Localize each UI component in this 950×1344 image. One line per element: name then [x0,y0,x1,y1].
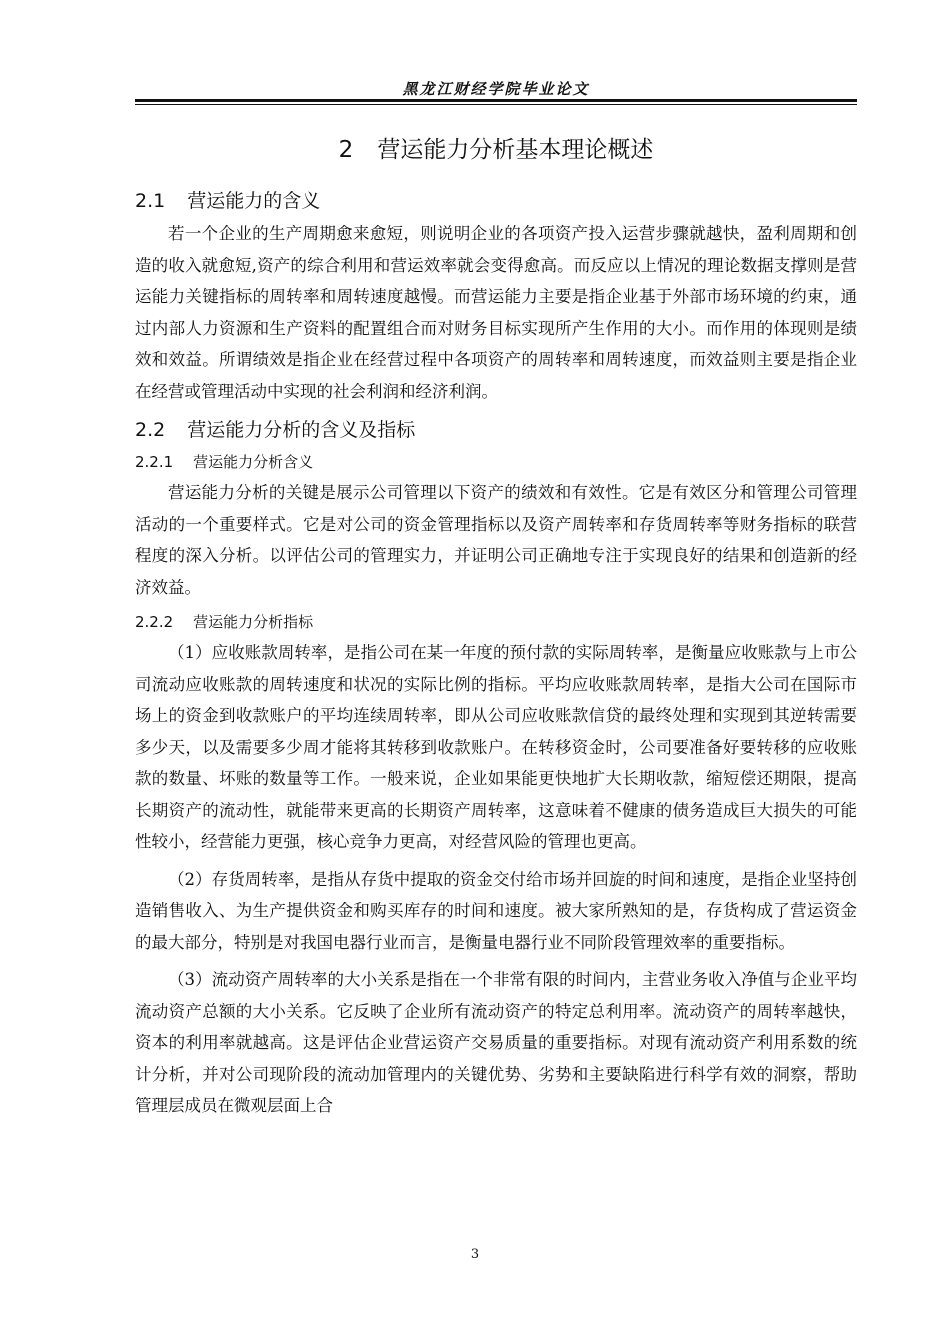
subsection-number: 2.2.2 [135,613,174,631]
page-body [135,130,857,1128]
paragraph-item-2: （2）存货周转率，是指从存货中提取的资金交付给市场并回旋的时间和速度，是指企业坚持创造销售收入、为生产提供资金和购买库存的时间和速度。被大家所熟知的是，存货构成了营运资金的最大部分，特别是对我国电器行业而言，是衡量电器行业不同阶段管理效率的重要指标。 [135,869,857,952]
section-number: 2.2 [135,419,166,441]
paragraph-2-2-1: 营运能力分析的关键是展示公司管理以下资产的绩效和有效性。它是有效区分和管理公司管理活动的一个重要样式。它是对公司的资金管理指标以及资产周转率和存货周转率等财务指标的联营程度的深入分析。以评估公司的管理实力，并证明公司正确地专注于实现良好的结果和创造新的经济效益。 [135,483,857,597]
section-heading-2-1 [135,184,857,218]
chapter-title: 营运能力分析基本理论概述 [377,137,654,163]
subsection-heading-2-2-2 [135,607,857,637]
section-heading-2-2 [135,413,857,447]
paragraph-item-3: （3）流动资产周转率的大小关系是指在一个非常有限的时间内，主营业务收入净值与企业平均流动资产总额的大小关系。它反映了企业所有流动资产的特定总利用率。流动资产的周转率越快，资本的利用率就越高。这是评估企业营运资产交易质量的重要指标。对现有流动资产利用系数的统计分析，并对公司现阶段的流动加管理内的关键优势、劣势和主要缺陷进行科学有效的洞察，帮助管理层成员在微观层面上合 [135,970,857,1115]
header-rule-thick [135,99,857,102]
section-title: 营运能力分析的含义及指标 [187,419,416,441]
subsection-title: 营运能力分析含义 [193,453,314,471]
subsection-heading-2-2-1 [135,447,857,477]
subsection-title: 营运能力分析指标 [193,613,314,631]
subsection-number: 2.2.1 [135,453,174,471]
paragraph-item-1: （1）应收账款周转率，是指公司在某一年度的预付款的实际周转率，是衡量应收账款与上市公司流动应收账款的周转速度和状况的实际比例的指标。平均应收账款周转率，是指大公司在国际市场上的资金到收款账户的平均连续周转率，即从公司应收账款信贷的最终处理和实现到其逆转需要多少天，以及需要多少周才能将其转移到收款账户。在转移资金时，公司要准备好要转移的应收账款的数量、坏账的数量等工作。一般来说，企业如果能更快地扩大长期收款，缩短偿还期限，提高长期资产的流动性，就能带来更高的长期资产周转率，这意味着不健康的债务造成巨大损失的可能性较小，经营能力更强，核心竞争力更高，对经营风险的管理也更高。 [135,643,857,851]
running-header-title: 黑龙江财经学院毕业论文 [402,80,590,98]
chapter-heading [135,130,857,170]
paragraph-2-1: 若一个企业的生产周期愈来愈短，则说明企业的各项资产投入运营步骤就越快，盈利周期和创造的收入就愈短,资产的综合利用和营运效率就会变得愈高。而反应以上情况的理论数据支撑则是营运能力关键指标的周转率和周转速度越慢。而营运能力主要是指企业基于外部市场环境的约束，通过内部人力资源和生产资料的配置组合而对财务目标实现所产生作用的大小。而作用的体现则是绩效和效益。所谓绩效是指企业在经营过程中各项资产的周转率和周转速度，而效益则主要是指企业在经营或管理活动中实现的社会利润和经济利润。 [135,224,857,401]
chapter-number: 2 [338,137,354,163]
section-title: 营运能力的含义 [187,190,321,212]
page-number: 3 [470,1247,480,1262]
header-rule-thin [135,104,857,105]
section-number: 2.1 [135,190,166,212]
